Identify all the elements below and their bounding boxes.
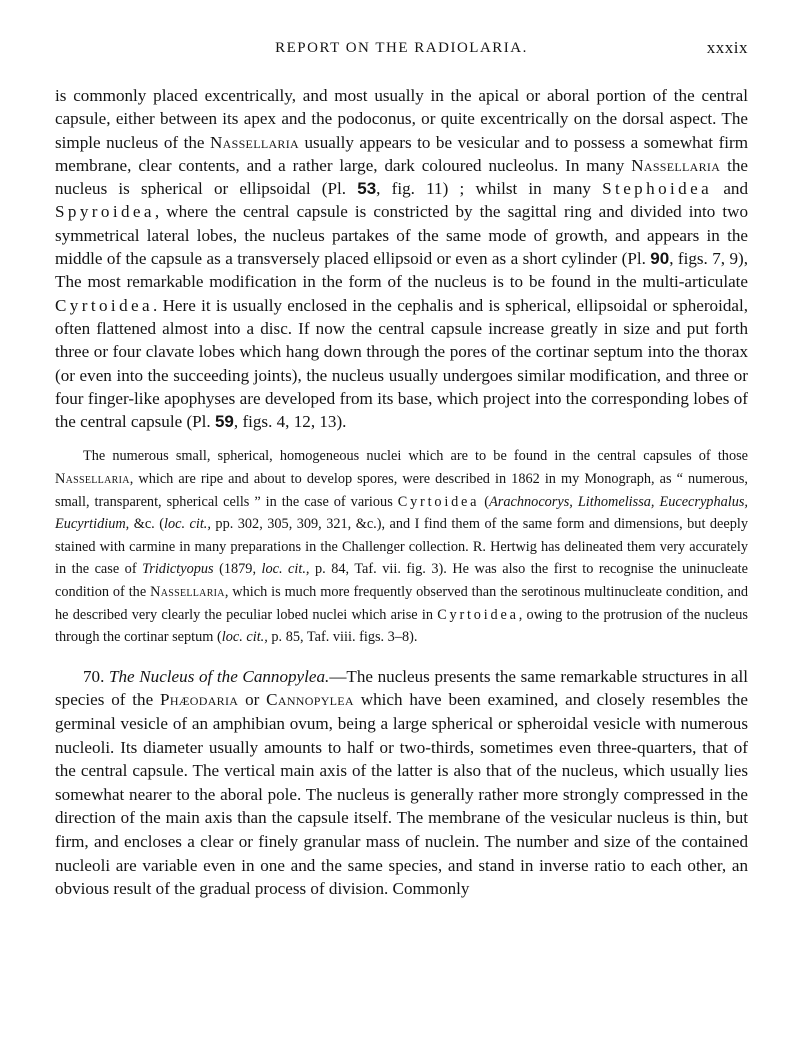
- plate-number: 90: [650, 249, 670, 269]
- citation-loc-cit: loc. cit.,: [221, 629, 268, 646]
- genera-list: Arachnocorys, Lithomelissa, Eucecryphalus, Eucyrtidium,: [55, 493, 748, 533]
- text-run: , which are ripe and about to develop spores, were described in 1862 in my Monograph, as “ numerous, small, transparent, spherical cells ” in the case of various: [55, 471, 748, 510]
- text-run: . Here it is usually enclosed in the cephalis and is spherical, ellipsoidal or spheroidal, often flattened almost into a disc. If now the central capsule increase greatly in size and put forth three or four clavate lobes which hang down through the pores of the cortinar septum into the thorax (or even into the succeeding joints), the nucleus usually undergoes similar modification, and three or four finger-like apophyses are developed from its base, which project into the corresponding lobes of the central capsule (Pl.: [55, 295, 748, 432]
- taxon-stephoidea: Stephoidea: [602, 179, 713, 199]
- text-run: the nucleus is spherical or ellipsoidal (Pl.: [55, 155, 748, 199]
- body-paragraph: [55, 84, 748, 433]
- plate-number: 53: [357, 179, 377, 199]
- text-run: , owing to the protrusion of the nucleus through the cortinar septum (: [55, 606, 748, 646]
- text-run: , where the central capsule is constricted by the sagittal ring and divided into two symmetrical lateral lobes, the nucleus partakes of the same mode of growth, and appears in the middle of the capsule as a transversely placed ellipsoid or even as a short cylinder (Pl.: [55, 202, 748, 269]
- running-head: [55, 0, 748, 66]
- text-run: and: [712, 179, 748, 199]
- text-run: (1879,: [213, 561, 262, 578]
- text-run: &c. (: [129, 516, 164, 533]
- taxon-phaeodaria: Phæodaria: [160, 690, 239, 710]
- text-run: is commonly placed excentrically, and most usually in the apical or aboral portion of the central capsule, either between its apex and the podoconus, or quite excentrically on the dorsal aspect. The simple nucleus of the: [55, 86, 748, 152]
- text-run: , which is much more frequently observed than the serotinous multinucleate condition, and he described very clearly the peculiar lobed nuclei which arise in: [55, 584, 749, 623]
- text-run: The numerous small, spherical, homogeneous nuclei which are to be found in the central capsules of those: [83, 448, 748, 465]
- taxon-nassellaria: Nassellaria: [55, 471, 130, 488]
- text-run: which have been examined, and closely resembles the germinal vesicle of an amphibian ovum, being a large spherical or spheroidal vesicle with numerous nucleoli. Its diameter usually amounts to half or two-thirds, sometimes even three-quarters, that of the central capsule. The vertical main axis of the latter is also that of the nucleus, which usually lies somewhat nearer to the aboral pole. The nucleus is generally rather more strongly compressed in the direction of the main axis than the capsule itself. The membrane of the vesicular nucleus is thin, but firm, and encloses a clear or finely granular mass of nuclein. The number and size of the contained nucleoli are variable even in one and the same species, and stand in inverse ratio to each other, an obvious result of the gradual process of division. Commonly: [55, 690, 748, 899]
- page-number: xxxix: [706, 38, 748, 57]
- section-70-paragraph: [55, 665, 748, 901]
- text-run: , figs. 4, 12, 13).: [233, 412, 347, 432]
- taxon-nassellaria: Nassellaria: [631, 155, 721, 175]
- taxon-nassellaria: Nassellaria: [150, 584, 225, 601]
- taxon-spyroidea: Spyroidea: [55, 202, 155, 222]
- text-run: , figs. 7, 9), The most remarkable modification in the form of the nucleus is to be found in the multi-articulate: [55, 249, 748, 292]
- page: [55, 0, 748, 901]
- taxon-nassellaria: Nassellaria: [210, 132, 299, 152]
- text-run: —The nucleus presents the same remarkable structures in all species of the: [55, 666, 748, 710]
- section-heading: The Nucleus of the Cannopylea.: [109, 666, 330, 686]
- text-run: pp. 302, 305, 309, 321, &c.), and I find them of the same form and dimensions, but deeply stained with carmine in many preparations in the Challenger collection. R. Hertwig has delineated them very accurately in the case of: [55, 516, 749, 578]
- taxon-cannopylea: Cannopylea: [266, 690, 354, 710]
- taxon-cyrtoidea: Cyrtoidea: [437, 606, 519, 623]
- text-run: p. 85, Taf. viii. figs. 3–8).: [267, 629, 418, 646]
- section-number: 70.: [83, 666, 109, 686]
- citation-loc-cit: loc. cit.,: [164, 516, 211, 533]
- plate-number: 59: [214, 412, 234, 432]
- text-run: p. 84, Taf. vii. fig. 3). He was also the first to recognise the uninucleate condition of the: [55, 561, 748, 601]
- running-title: REPORT ON THE RADIOLARIA.: [275, 40, 528, 56]
- text-run: (: [479, 493, 490, 510]
- footnote-paragraph: [55, 445, 748, 648]
- text-run: usually appears to be vesicular and to possess a somewhat firm membrane, clear contents, and a rather large, dark coloured nucleolus. In many: [55, 132, 748, 175]
- text-run: or: [238, 690, 267, 710]
- taxon-cyrtoidea: Cyrtoidea: [397, 493, 480, 510]
- taxon-cyrtoidea: Cyrtoidea: [55, 295, 154, 315]
- genus-tridictyopus: Tridictyopus: [142, 561, 214, 578]
- citation-loc-cit: loc. cit.,: [261, 561, 310, 578]
- text-run: , fig. 11) ; whilst in many: [376, 179, 603, 199]
